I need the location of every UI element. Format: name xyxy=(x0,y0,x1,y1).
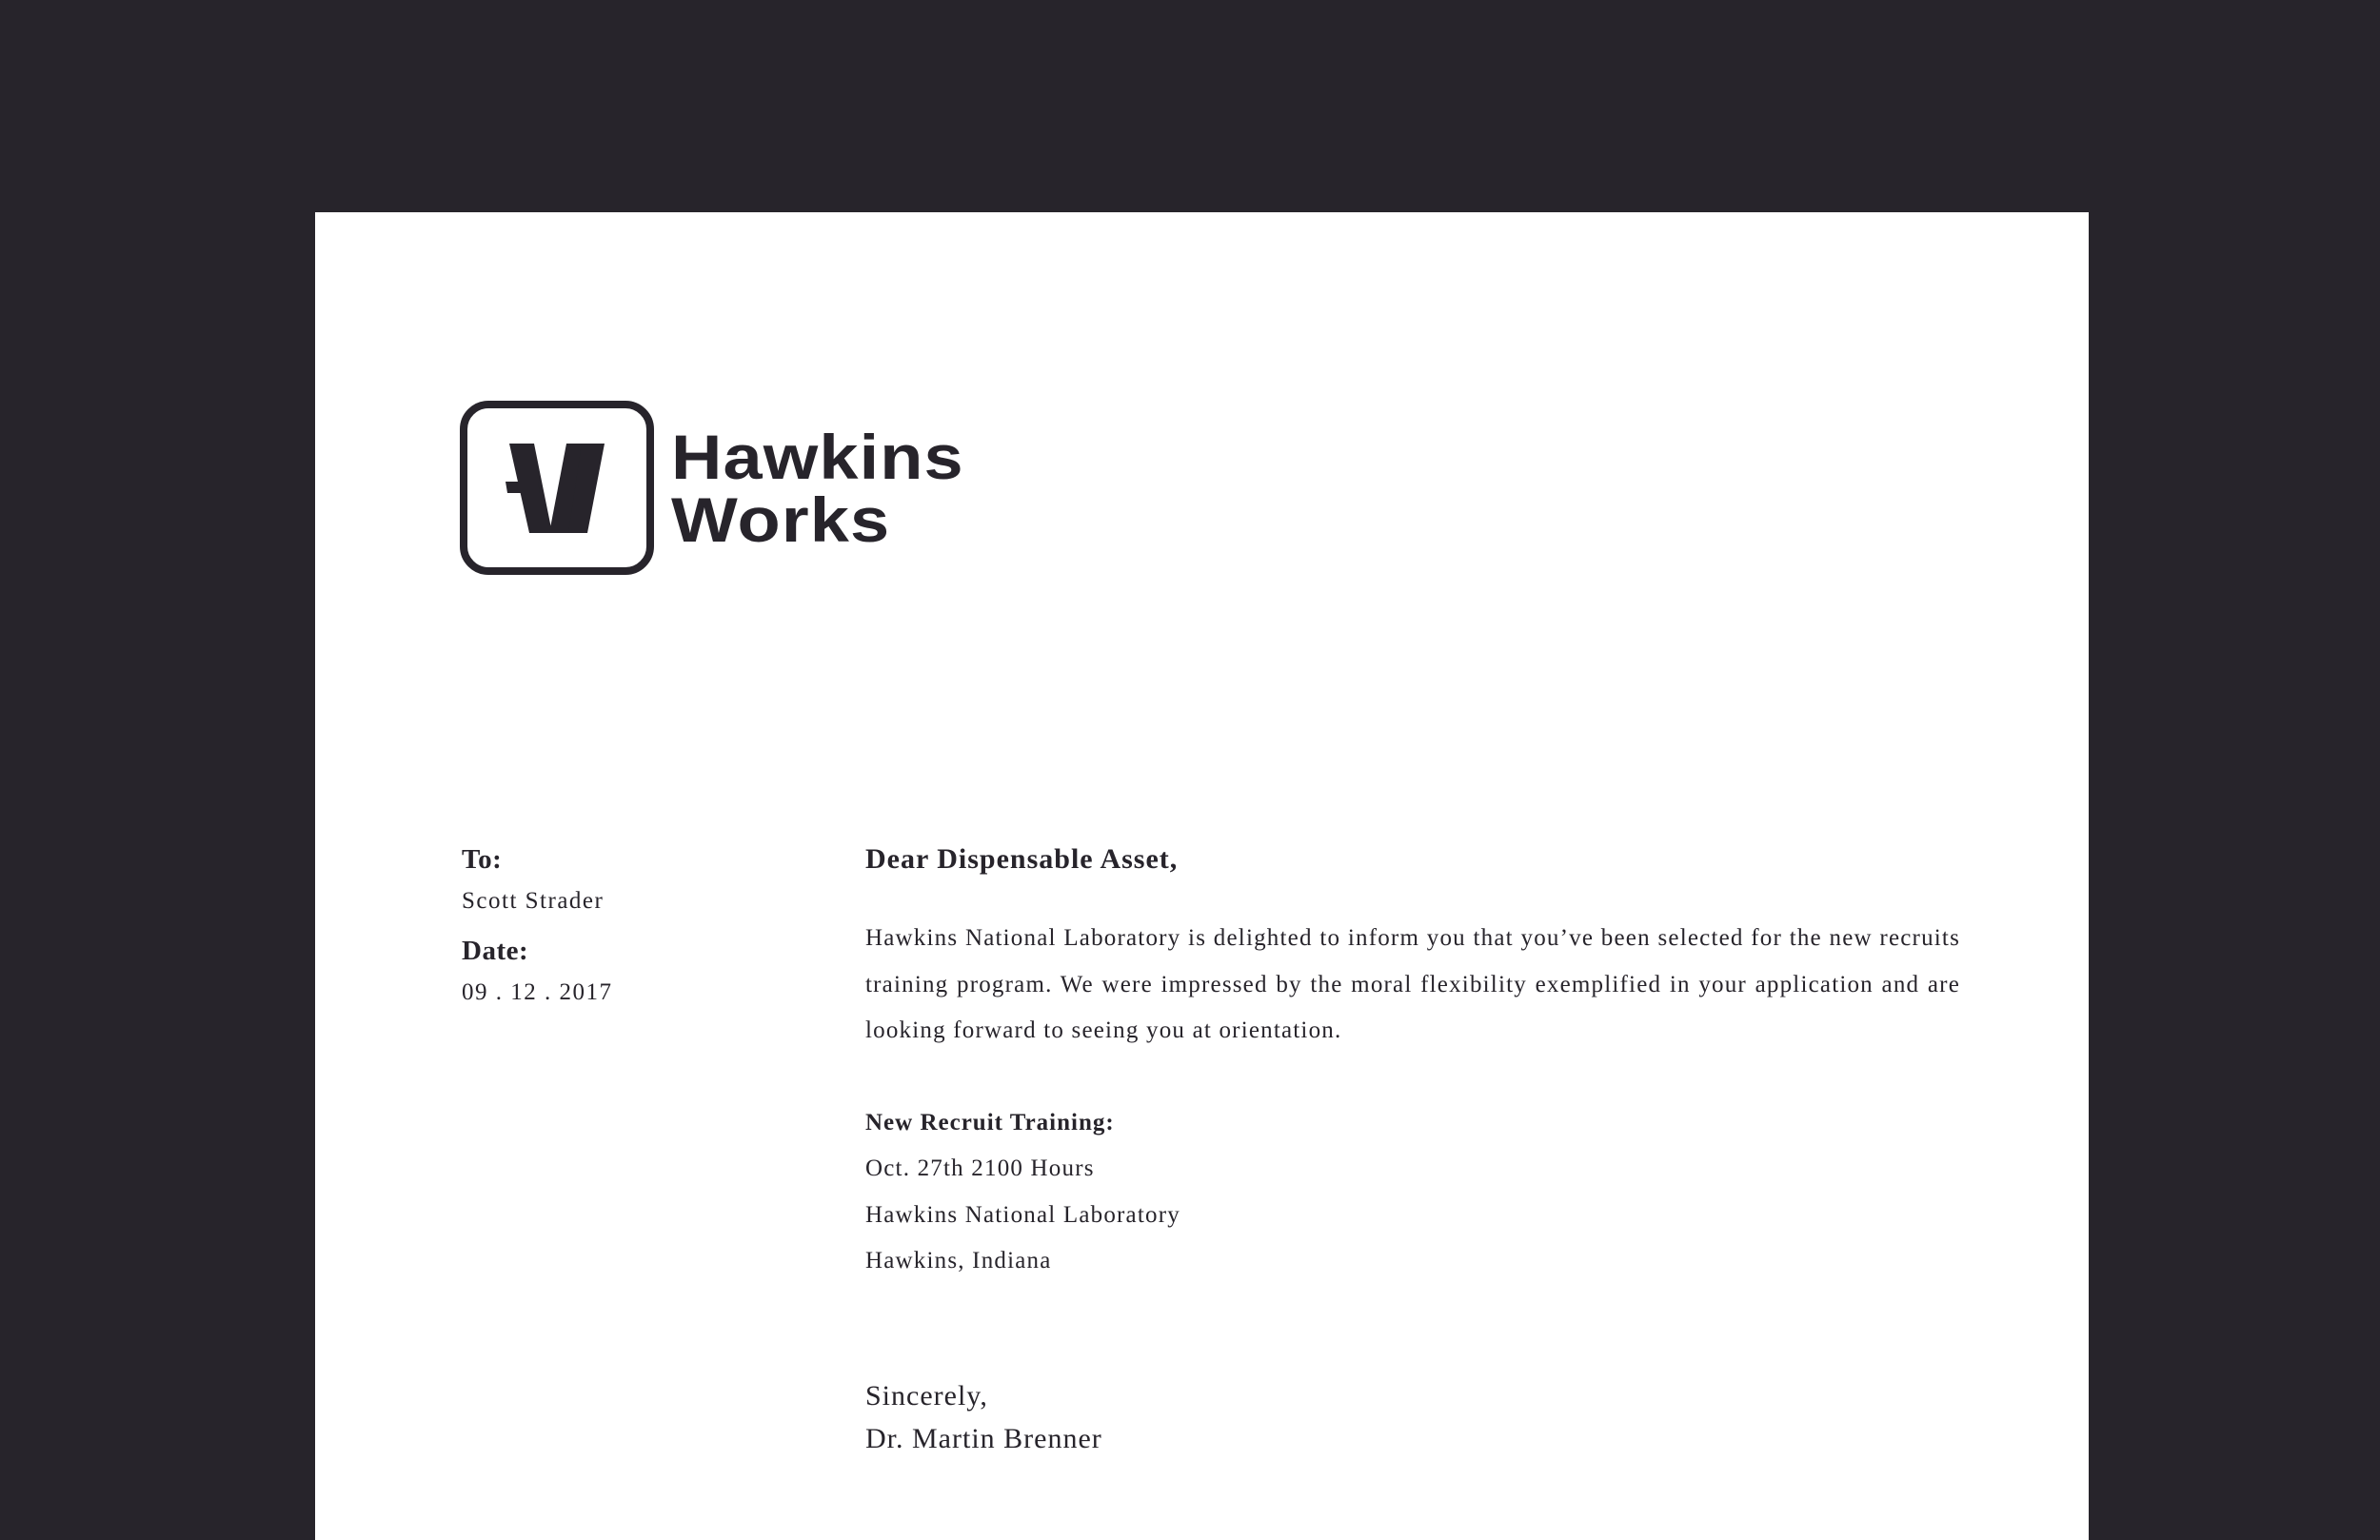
letter-body: Hawkins National Laboratory is delighted to inform you that you’ve been selected for the new recruits training program. We were impressed by the moral flexibility exemplified in your application and are looking forward to seeing you at orientation. xyxy=(865,925,1960,1043)
recipient-block xyxy=(462,843,795,916)
training-datetime: Oct. 27th 2100 Hours xyxy=(865,1155,1095,1181)
date-value: 09 . 12 . 2017 xyxy=(462,979,613,1005)
signature-name: Dr. Martin Brenner xyxy=(865,1422,1102,1454)
training-location: Hawkins National Laboratory xyxy=(865,1201,1180,1228)
letter-meta xyxy=(462,843,795,1007)
closing-phrase: Sincerely, xyxy=(865,1379,988,1412)
training-details xyxy=(865,1100,1960,1285)
letter-content xyxy=(865,843,1960,1460)
training-city: Hawkins, Indiana xyxy=(865,1248,1052,1273)
recipient-name: Scott Strader xyxy=(462,888,605,914)
closing-block xyxy=(865,1374,1960,1460)
logo-line-1: Hawkins xyxy=(671,421,964,492)
logo-line-2: Works xyxy=(671,484,891,555)
recipient-label: To: xyxy=(462,844,503,875)
company-logo xyxy=(460,401,964,575)
hw-monogram-icon xyxy=(500,436,614,541)
salutation: Dear Dispensable Asset, xyxy=(865,843,1179,875)
date-block xyxy=(462,935,795,1007)
logo-mark-icon xyxy=(460,401,654,575)
logo-wordmark xyxy=(671,421,964,555)
date-label: Date: xyxy=(462,936,529,966)
training-title: New Recruit Training: xyxy=(865,1109,1115,1135)
letter-page xyxy=(315,212,2089,1540)
